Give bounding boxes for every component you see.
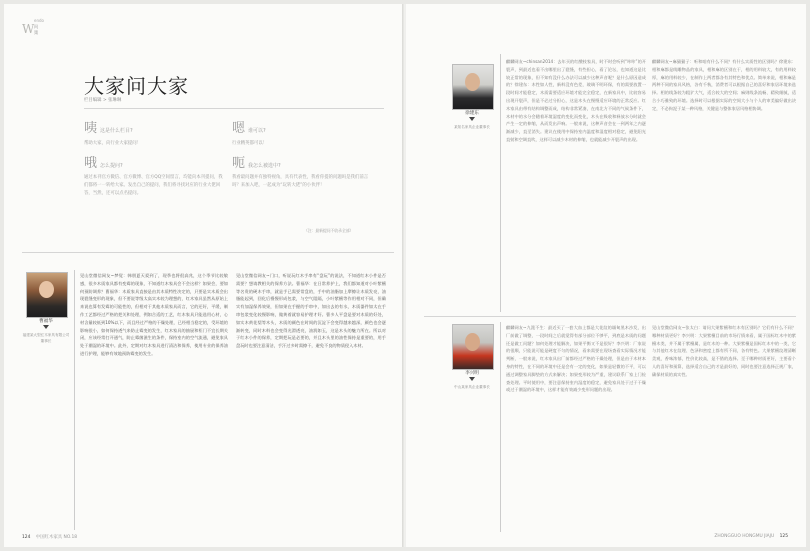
q4-title: 我怎么被选中?	[248, 163, 281, 169]
portrait-face	[465, 333, 480, 351]
column-divider	[74, 270, 75, 530]
q2-char: 哦	[84, 156, 98, 171]
brand-letter: W	[22, 22, 35, 36]
column-divider	[500, 322, 501, 532]
portrait-face	[39, 281, 54, 298]
portrait-name: 李兴明	[465, 371, 479, 376]
section-rule	[22, 252, 394, 253]
left-qa-col2: 见山堂微信网友~门口，听说玩红木手串有“盘玩”的说法，不知道红木小件是否需要？想请教相关的保养方法。曹福华：在日常养护上，我们都知道对小叶紫檀等名贵的硬木手串，就是手已需要常盘的，手中的油脂加上摩擦让木质发亮，油脂能起到，回化后慢慢形成包浆，与空气阻隔，小叶紫檀等作用相对不同，但确实有加湿保养效果，但如果在手握的手串中，如出去的有水，木质器件如太在手串包浆变化较慢影响，做黄着就容易护理才好。曹多人平盘是要对木质的好处，如实木黄花梨等木头，木质的颜色在时间的沉淀下会变得越来越深，颜色也会逐渐转变，同时木料也会变得光滑透亮，油润如玉，这是木头的魅力所在。所以对于红木小件的保养，定期把玩是必要的，并且木头里的油性保持是重要的，用手盘玩时也要注意清洁，手汗过多时需擦干，避免不良的物质侵入木材。	[236, 273, 386, 349]
portrait-name: 徐建东	[465, 111, 479, 116]
arrow-down-icon	[469, 117, 475, 121]
q2-title: 怎么提问?	[100, 163, 123, 169]
section-rule	[424, 316, 796, 317]
folio-right-text: ZHONGGUO HONGMU JIAJU	[714, 534, 775, 539]
q1-char: 咦	[84, 121, 98, 136]
arrow-down-icon	[469, 377, 475, 381]
portrait-face	[465, 73, 480, 91]
brand-cn: 问策	[34, 24, 39, 35]
left-qa-col1: 见山堂微信网友~梦觉：韩朋夏天爱到了，现季也将很高兆，这个季节比较敏感，很多木质家具都有变霉的现象，不知道红木家具会不会这样？如果会，要如何预防调养？曹福华：木质家具直接是由其木质特性决定的，只要是实木质会出现裂缝变形的现象，但不要说等级太高实木较为理想的，红木家具虽然从原始上来说也算有发霉的可能性的，但相对于其他木质家具而言，它的还好，平缓，制作工艺都经过严格的把关和处理，例如合适的工艺，红木家具只能选用心材，心材含量较低到10%以下，而且经过严格的干燥处理，已经相当稳定的，受环境的影响很小，如何保持透气来防止霉变的发生，红木家具的抽屉和柜门不宜长期关闭，应该经常打开通气，防止霉菌滋生的条件，保持室内的空气流通，避免家具处于潮湿的环境中。此外，定期对红木家具进行清洁和保养，使用专业的保养油进行护理，能够有效地预防霉变的发生。	[80, 273, 228, 356]
q1-title: 这是什么栏目?	[100, 128, 133, 134]
right-bottom-qa-col1: 麒麟网友~九派不生：最近买了一套大血上都是大花纹的缅甸黑木沙发，出厂前做了调整，一段时间之后就觉得有部分部位不够平，到底是木质的问题还是做工问题？如何处理才能解决，如果平衡又不是很好？李兴明：厂家说的很顺，只能说可能是硬度不匀的情况，看来需要在现场查看实际情况才能判断，一般来说，红木家具出厂前都经过严格的干燥处理，但是由于木材本身的特性，在不同的环境中还是会有一定的变化，如果是轻微的不平，可以通过调整家具脚垫的方式来解决；如果变形较为严重，建议联系厂家上门检查处理。平时使用中，要注意保持室内湿度的稳定，避免家具处于过于干燥或过于潮湿的环境中，这样才能有效减少变形问题的出现。	[506, 325, 646, 393]
right-bottom-qa-col2: 见山堂微信网友~张太白：请问大果紫檀和红木有区别吗？它们有什么不同？哪种材质更好？李兴明：大果紫檀目前的市场行情来看，属于国标红木中的紫檀木类，并不属于紫檀属，是红木的一种。大果紫檀是国标红木中的一类，它与其他红木在纹理、色泽和密度上都有所不同，各有特色。大果紫檀纹理清晰美观，香味浓郁，性价比较高，是不错的选择。至于哪种材质更好，主要看个人的喜好和预算，选择适合自己的才是最好的，同时也要注意选择正规厂家，确保材质的真实性。	[652, 325, 796, 377]
article-title: 大家问大家	[84, 74, 189, 98]
q1-body: 帮助大家，向行业大家提问！	[84, 141, 142, 146]
folio-left	[22, 534, 77, 540]
right-top-qa-col2: 麒麟网友~麻猫猫子：听和咱有什么不同？有什么实质性的区别吗？徐建东：相和麻都是线雕物品的家具，相和麻的区别在于，相的用料较大，有的用料较厚，麻的用料较少，在制作上两者都各有其特色和优点。简单来说，相和麻是两种不同的家具风格，各有千秋，消费者可以根据自己的喜好和家居环境来选择。相的线条较为粗犷大气，适合较大的空间；麻则线条流畅、精致细腻，适合小巧雅致的环境。选择时可以根据实际的空间大小与个人的审美偏好做出决定，不必拘泥于某一种风格，关键是与整体家居风格相协调。	[652, 59, 796, 111]
right-top-qa-col1: 麒麟网友~chinsan2014：去年买的红酸枝家具，时不时会听到“咔咔”的开裂声，到最近也看不出哪里出了裂缝，有些担心，看了论坛，也知道这是比较正常的现象，但不知有没什么办法可以减少这种声音呢？是什么原因造成的？徐建东：木性如人性，新料没有色差，玻璃不明环保，有的需要放置一段时间才能稳定，木质需要适应环境才能完全稳定，在新家具中，比较容易出现开裂声，但是不必过分担心，这是木头在慢慢适应环境的正常反应。红木家具由带有结构调整而成，结构非常紧凑，在南北方不同的气候条件下，木材中的水分会随着环境湿度的变化而变化，木头在吸收和释放水分时就会产生一定的伸缩，从而发出声响。一般来说，这种声音会在一到两年之内逐渐减少，直至消失。建议在使用中保持室内温度和湿度相对稳定，避免阳光直射和空调直吹，这样可以减少木材的伸缩，也就能减少开裂声的出现。	[506, 59, 646, 142]
folio-right-num: 125	[779, 534, 788, 539]
folio-right	[714, 534, 788, 539]
portrait-title: 中山某家具企业董事长	[454, 385, 490, 389]
title-rule	[84, 108, 384, 109]
note: （注：最新提问不收录全部）	[304, 228, 354, 233]
arrow-down-icon	[43, 325, 49, 329]
portrait-title: 某知名家具企业董事长	[454, 125, 490, 129]
portrait-photo	[26, 272, 68, 318]
q3-body: 行业精英都可以！	[232, 141, 268, 146]
portrait-name: 曹福华	[39, 319, 53, 324]
left-page	[4, 4, 404, 547]
right-page	[406, 4, 806, 547]
column-divider	[500, 54, 501, 312]
folio-left-text: 中国红木家具 NO.18	[35, 535, 78, 540]
brand-small: endo	[34, 18, 44, 23]
article-byline: 栏目编辑 > 张琳琳	[84, 98, 122, 103]
q3-char: 嗯	[232, 121, 246, 136]
q4-body: 我看最问题并有独特视角，具有代表性，我看你提的问题吗是我们前言吗？来加入吧，一起成为“玩转大佬”的小伙伴！	[232, 175, 369, 188]
folio-left-num: 124	[22, 535, 31, 540]
portrait-photo	[452, 64, 494, 110]
portrait-photo	[452, 324, 494, 370]
section-brand	[22, 18, 44, 37]
portrait-title: 福建某大型红木家具有限公司董事长	[22, 333, 70, 343]
q3-title: 谁可以?	[248, 128, 266, 134]
q2-body: 通过本刊官方微信、官方微博、官方QQ空间留言，均能向本刊提问，我们都将一一转给大家。发出自己的提问，我们将寻找对应的行业大佬回答，当然，还可以点名提问。	[84, 175, 223, 196]
q4-char: 呃	[232, 156, 246, 171]
